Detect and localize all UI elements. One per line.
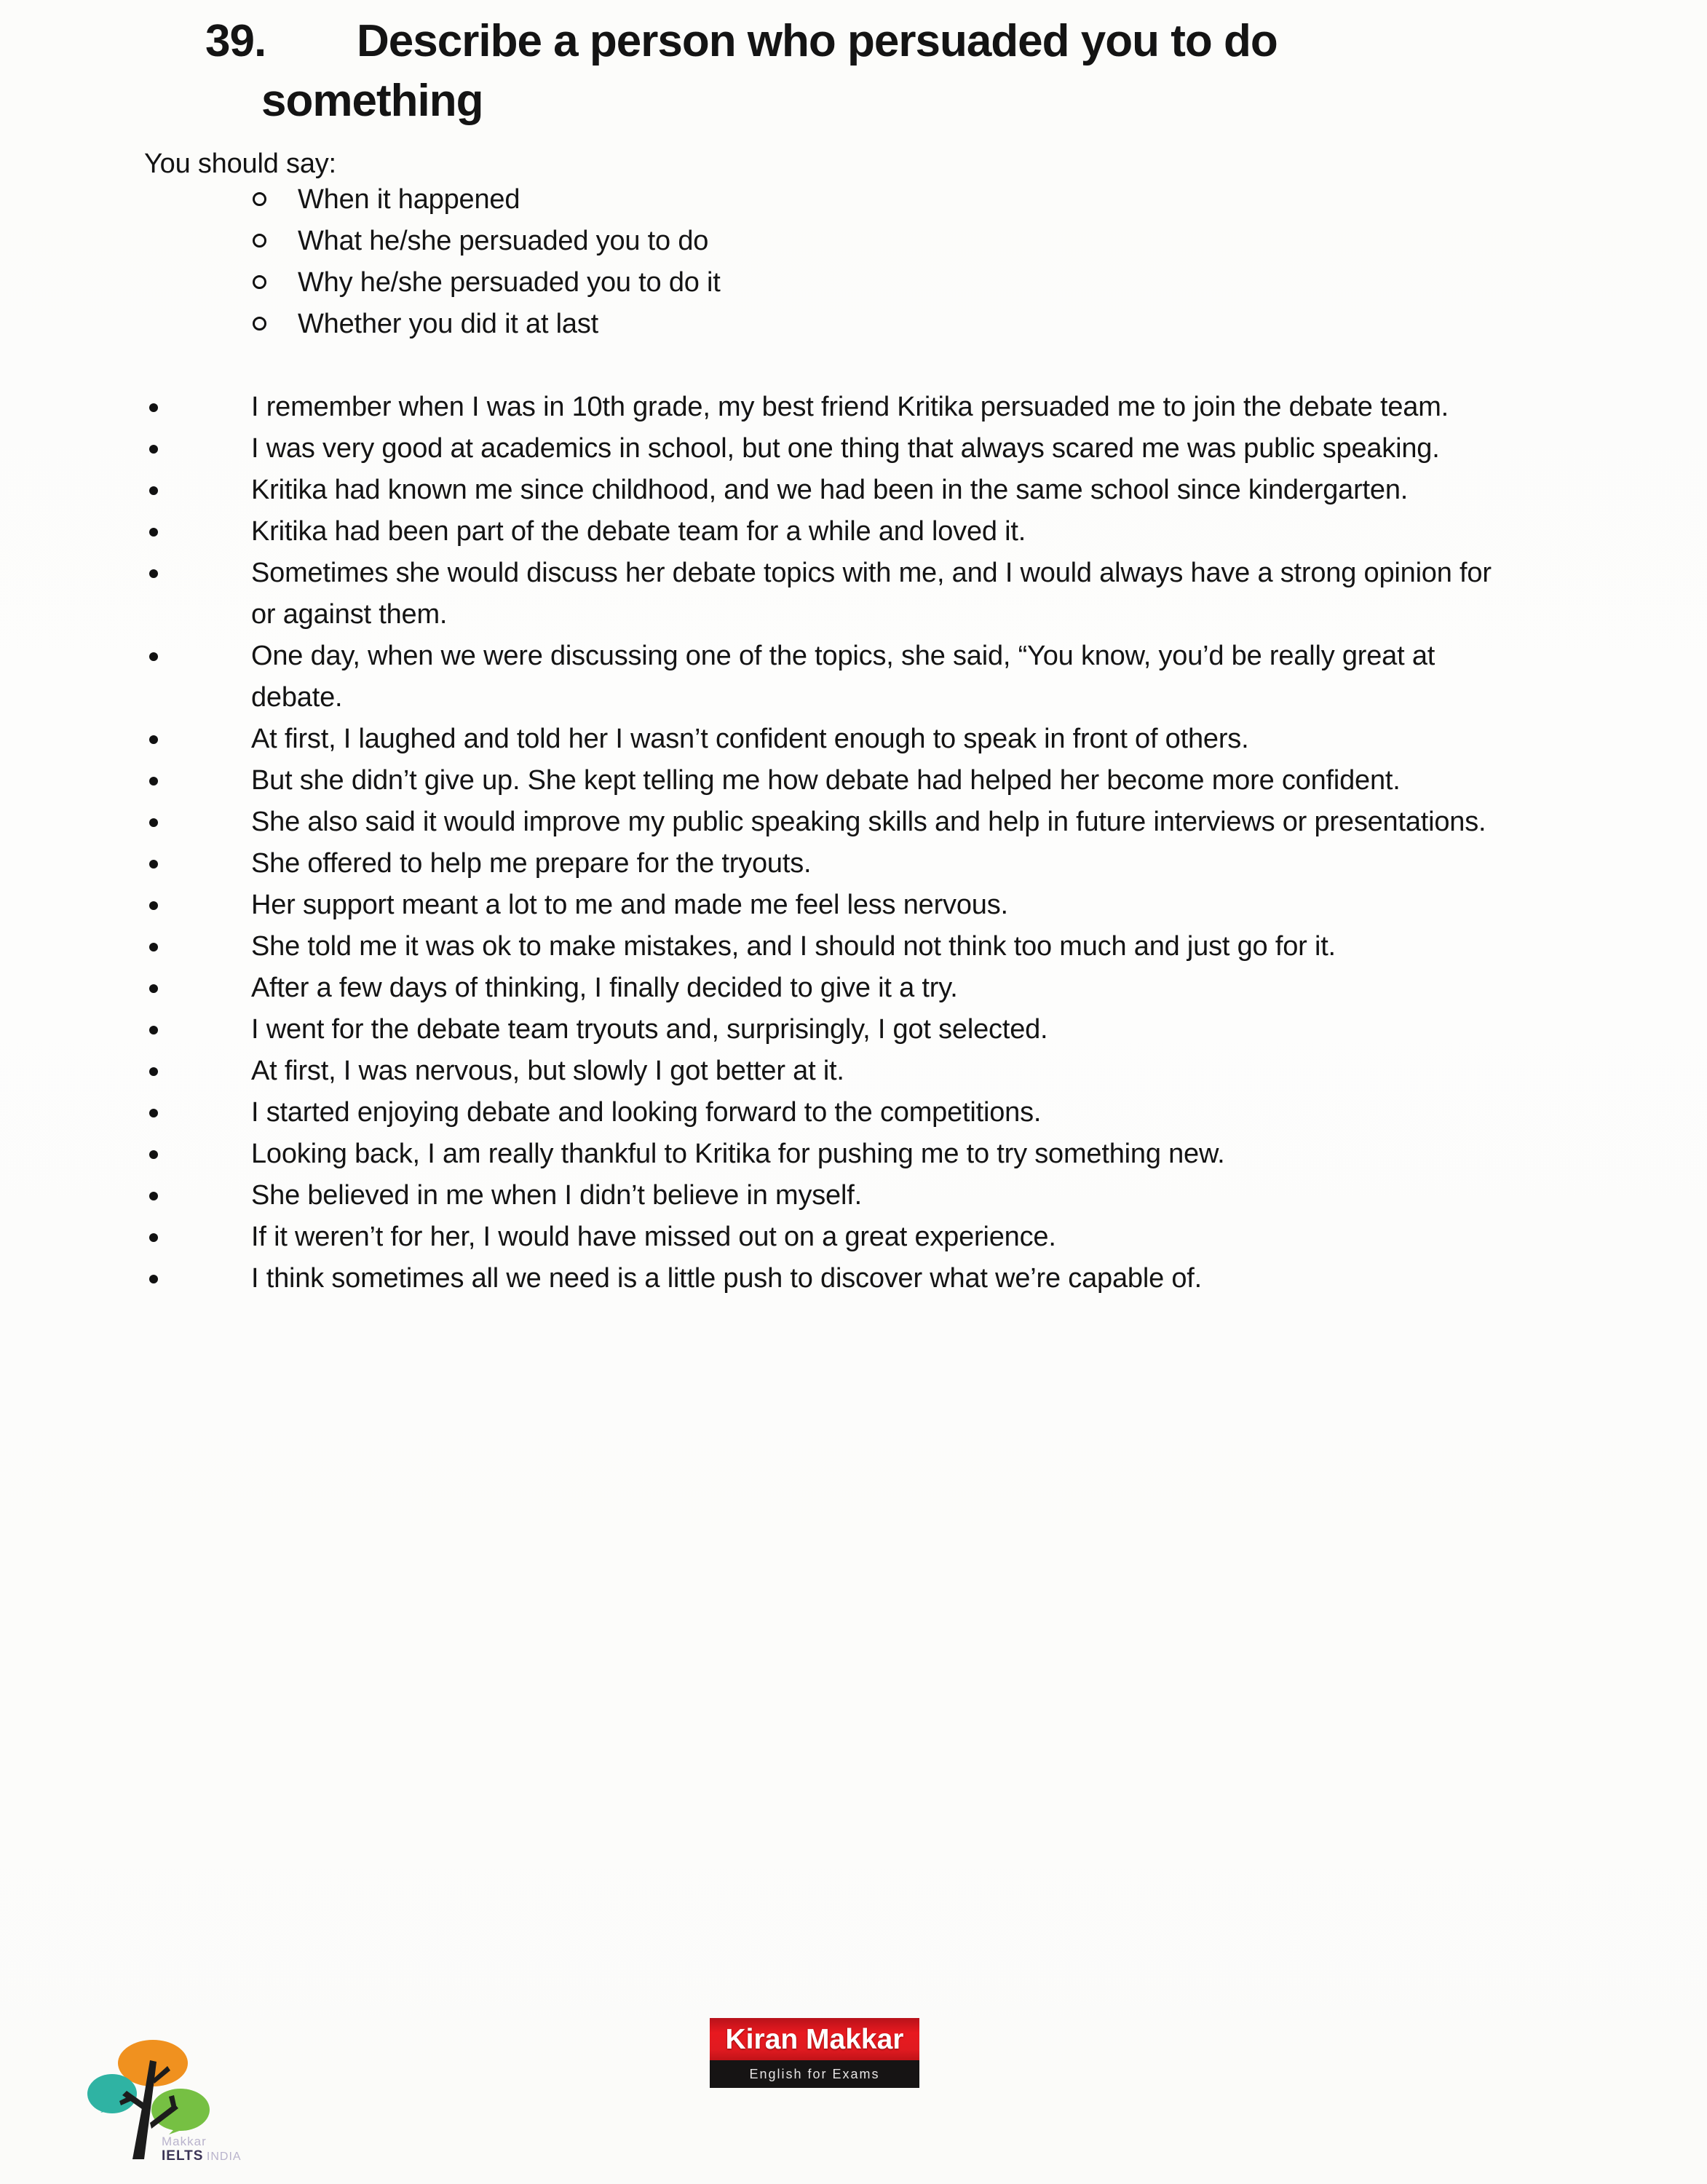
answer-point-text: Looking back, I am really thankful to Kritika for pushing me to try something new. [251,1139,1225,1169]
answer-point-text: She offered to help me prepare for the tryouts. [251,848,812,879]
answer-point [148,968,1500,1009]
answer-point-text: I started enjoying debate and looking forward to the competitions. [251,1097,1042,1128]
answer-point-text: At first, I was nervous, but slowly I got better at it. [251,1056,844,1086]
bullet-icon [149,860,158,869]
answer-point-text: She also said it would improve my public speaking skills and help in future interviews or presentations. [251,807,1486,837]
answer-point-text: Kritika had been part of the debate team for a while and loved it. [251,516,1026,547]
bullet-icon [149,984,158,993]
bullet-icon [149,652,158,661]
answer-point [148,1216,1500,1258]
answer-point [148,636,1500,719]
answer-point [148,926,1500,968]
publisher-badge [710,2018,919,2088]
answer-point [148,843,1500,885]
bullet-icon [149,445,158,454]
cue-point [253,179,721,221]
answer-point [148,885,1500,926]
answer-point-text: I remember when I was in 10th grade, my best friend Kritika persuaded me to join the debate team. [251,392,1449,422]
bullet-icon [149,943,158,951]
answer-point-text: I think sometimes all we need is a little push to discover what we’re capable of. [251,1263,1203,1294]
circle-bullet-icon [253,234,266,248]
answer-point [148,1092,1500,1133]
answer-point-text: She told me it was ok to make mistakes, and I should not think too much and just go for it. [251,931,1336,962]
answer-point [148,553,1500,636]
bullet-icon [149,403,158,412]
cue-point [253,304,721,345]
publisher-name: Kiran Makkar [725,2023,904,2055]
bullet-icon [149,1026,158,1034]
bullet-icon [149,818,158,827]
publisher-badge-name-band [710,2018,919,2060]
answer-point [148,1258,1500,1299]
cue-point-text: Whether you did it at last [298,309,599,339]
bullet-icon [149,569,158,578]
answer-point-text: After a few days of thinking, I finally decided to give it a try. [251,973,958,1003]
publisher-tagline: English for Exams [749,2067,880,2081]
bullet-icon [149,1109,158,1117]
answer-point-text: She believed in me when I didn’t believe in myself. [251,1180,862,1211]
answer-point [148,760,1500,802]
answer-point [148,1133,1500,1175]
answer-point-list [148,387,1500,1299]
answer-point-text: I was very good at academics in school, but one thing that always scared me was public speaking. [251,433,1440,464]
page-title-line2: something [261,76,483,126]
bullet-icon [149,1192,158,1200]
bullet-icon [149,1150,158,1159]
prompt-intro: You should say: [144,149,336,179]
answer-point [148,511,1500,553]
answer-point-text: I went for the debate team tryouts and, surprisingly, I got selected. [251,1014,1048,1045]
answer-point-text: One day, when we were discussing one of the topics, she said, “You know, you’d be really great at debate. [251,641,1435,713]
answer-point [148,1009,1500,1051]
tree-logo-word-top: Makkar [162,2134,207,2148]
question-number: 39. [205,16,266,66]
cue-point-text: When it happened [298,184,520,215]
page-title-line1: Describe a person who persuaded you to do [357,16,1278,66]
bullet-icon [149,735,158,744]
answer-point-text: But she didn’t give up. She kept telling me how debate had helped her become more confident. [251,765,1401,796]
answer-point [148,428,1500,470]
cue-point [253,221,721,262]
bullet-icon [149,1067,158,1076]
answer-point-text: If it weren’t for her, I would have missed out on a great experience. [251,1222,1056,1252]
answer-point-text: At first, I laughed and told her I wasn’t confident enough to speak in front of others. [251,724,1249,754]
answer-point [148,1175,1500,1216]
cue-point-text: What he/she persuaded you to do [298,226,709,256]
circle-bullet-icon [253,275,266,289]
answer-point [148,719,1500,760]
tree-logo-wordmark [162,2134,242,2164]
cue-point [253,262,721,304]
bullet-icon [149,528,158,537]
bullet-icon [149,486,158,495]
bullet-icon [149,1233,158,1242]
cue-point-text: Why he/she persuaded you to do it [298,267,721,298]
answer-point-text: Her support meant a lot to me and made me feel less nervous. [251,890,1008,920]
bullet-icon [149,777,158,786]
answer-point-text: Kritika had known me since childhood, and we had been in the same school since kindergarten. [251,475,1409,505]
answer-point [148,1051,1500,1092]
circle-bullet-icon [253,192,266,206]
bullet-icon [149,901,158,910]
bullet-icon [149,1275,158,1283]
circle-bullet-icon [253,317,266,331]
cue-point-list [253,179,721,345]
answer-point [148,802,1500,843]
tree-logo-word-main: IELTS [162,2148,204,2164]
answer-point [148,387,1500,428]
answer-point [148,470,1500,511]
publisher-badge-tagline-band [710,2060,919,2088]
answer-point-text: Sometimes she would discuss her debate topics with me, and I would always have a strong opinion for or against them. [251,558,1492,630]
tree-logo-word-faint: INDIA [206,2151,242,2163]
